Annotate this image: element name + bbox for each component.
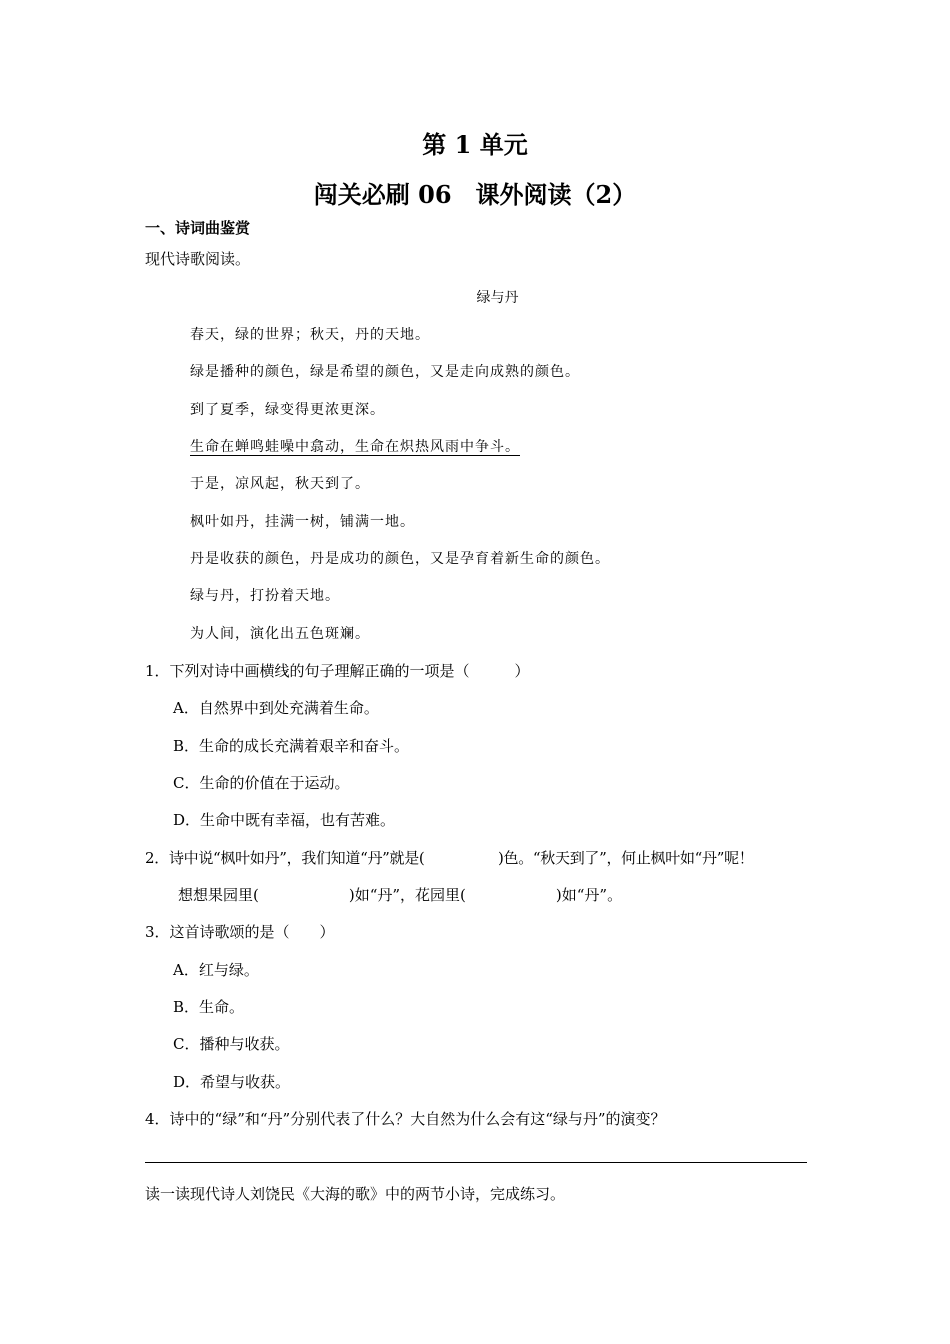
poem-line: 春天，绿的世界；秋天，丹的天地。 [190,327,430,343]
poem-title: 绿与丹 [476,290,519,306]
next-section-intro: 读一读现代诗人刘饶民《大海的歌》中的两节小诗，完成练习。 [145,1185,566,1203]
question-2-line-1: 2．诗中说“枫叶如丹”，我们知道“丹”就是( )色。“秋天到了”，何止枫叶如“丹”呢！ [145,849,754,867]
answer-line [145,1162,807,1163]
q1-option-b: B．生命的成长充满着艰辛和奋斗。 [173,737,410,755]
q3-option-d: D．希望与收获。 [173,1073,291,1091]
poem-line: 绿与丹，打扮着天地。 [190,588,340,604]
poem-line: 枫叶如丹，挂满一树，铺满一地。 [190,514,415,530]
section-intro: 现代诗歌阅读。 [145,250,251,268]
unit-title: 第 1 单元 [422,130,528,159]
poem-line-underlined: 生命在蝉鸣蛙噪中翕动，生命在炽热风雨中争斗。 [190,439,520,455]
q3-option-c: C．播种与收获。 [173,1035,290,1053]
question-3: 3．这首诗歌颂的是（ ） [145,923,335,941]
poem-line: 于是，凉风起，秋天到了。 [190,476,370,492]
q3-option-b: B．生命。 [173,998,245,1016]
poem-line: 为人间，演化出五色斑斓。 [190,626,370,642]
poem-line: 到了夏季，绿变得更浓更深。 [190,402,385,418]
section-heading: 一、诗词曲鉴赏 [145,219,251,237]
question-2-line-2: 想想果园里( )如“丹”，花园里( )如“丹”。 [178,886,623,904]
q1-option-c: C．生命的价值在于运动。 [173,774,350,792]
question-4: 4．诗中的“绿”和“丹”分别代表了什么？大自然为什么会有这“绿与丹”的演变？ [145,1110,666,1128]
q1-option-a: A．自然界中到处充满着生命。 [173,699,379,717]
question-1: 1．下列对诗中画横线的句子理解正确的一项是（ ） [145,662,530,680]
poem-line: 绿是播种的颜色，绿是希望的颜色，又是走向成熟的颜色。 [190,364,580,380]
q1-option-d: D．生命中既有幸福，也有苦难。 [173,811,396,829]
poem-line: 丹是收获的颜色，丹是成功的颜色，又是孕育着新生命的颜色。 [190,551,610,567]
q3-option-a: A．红与绿。 [173,961,259,979]
page-title: 闯关必刷 06 课外阅读（2） [313,180,637,209]
